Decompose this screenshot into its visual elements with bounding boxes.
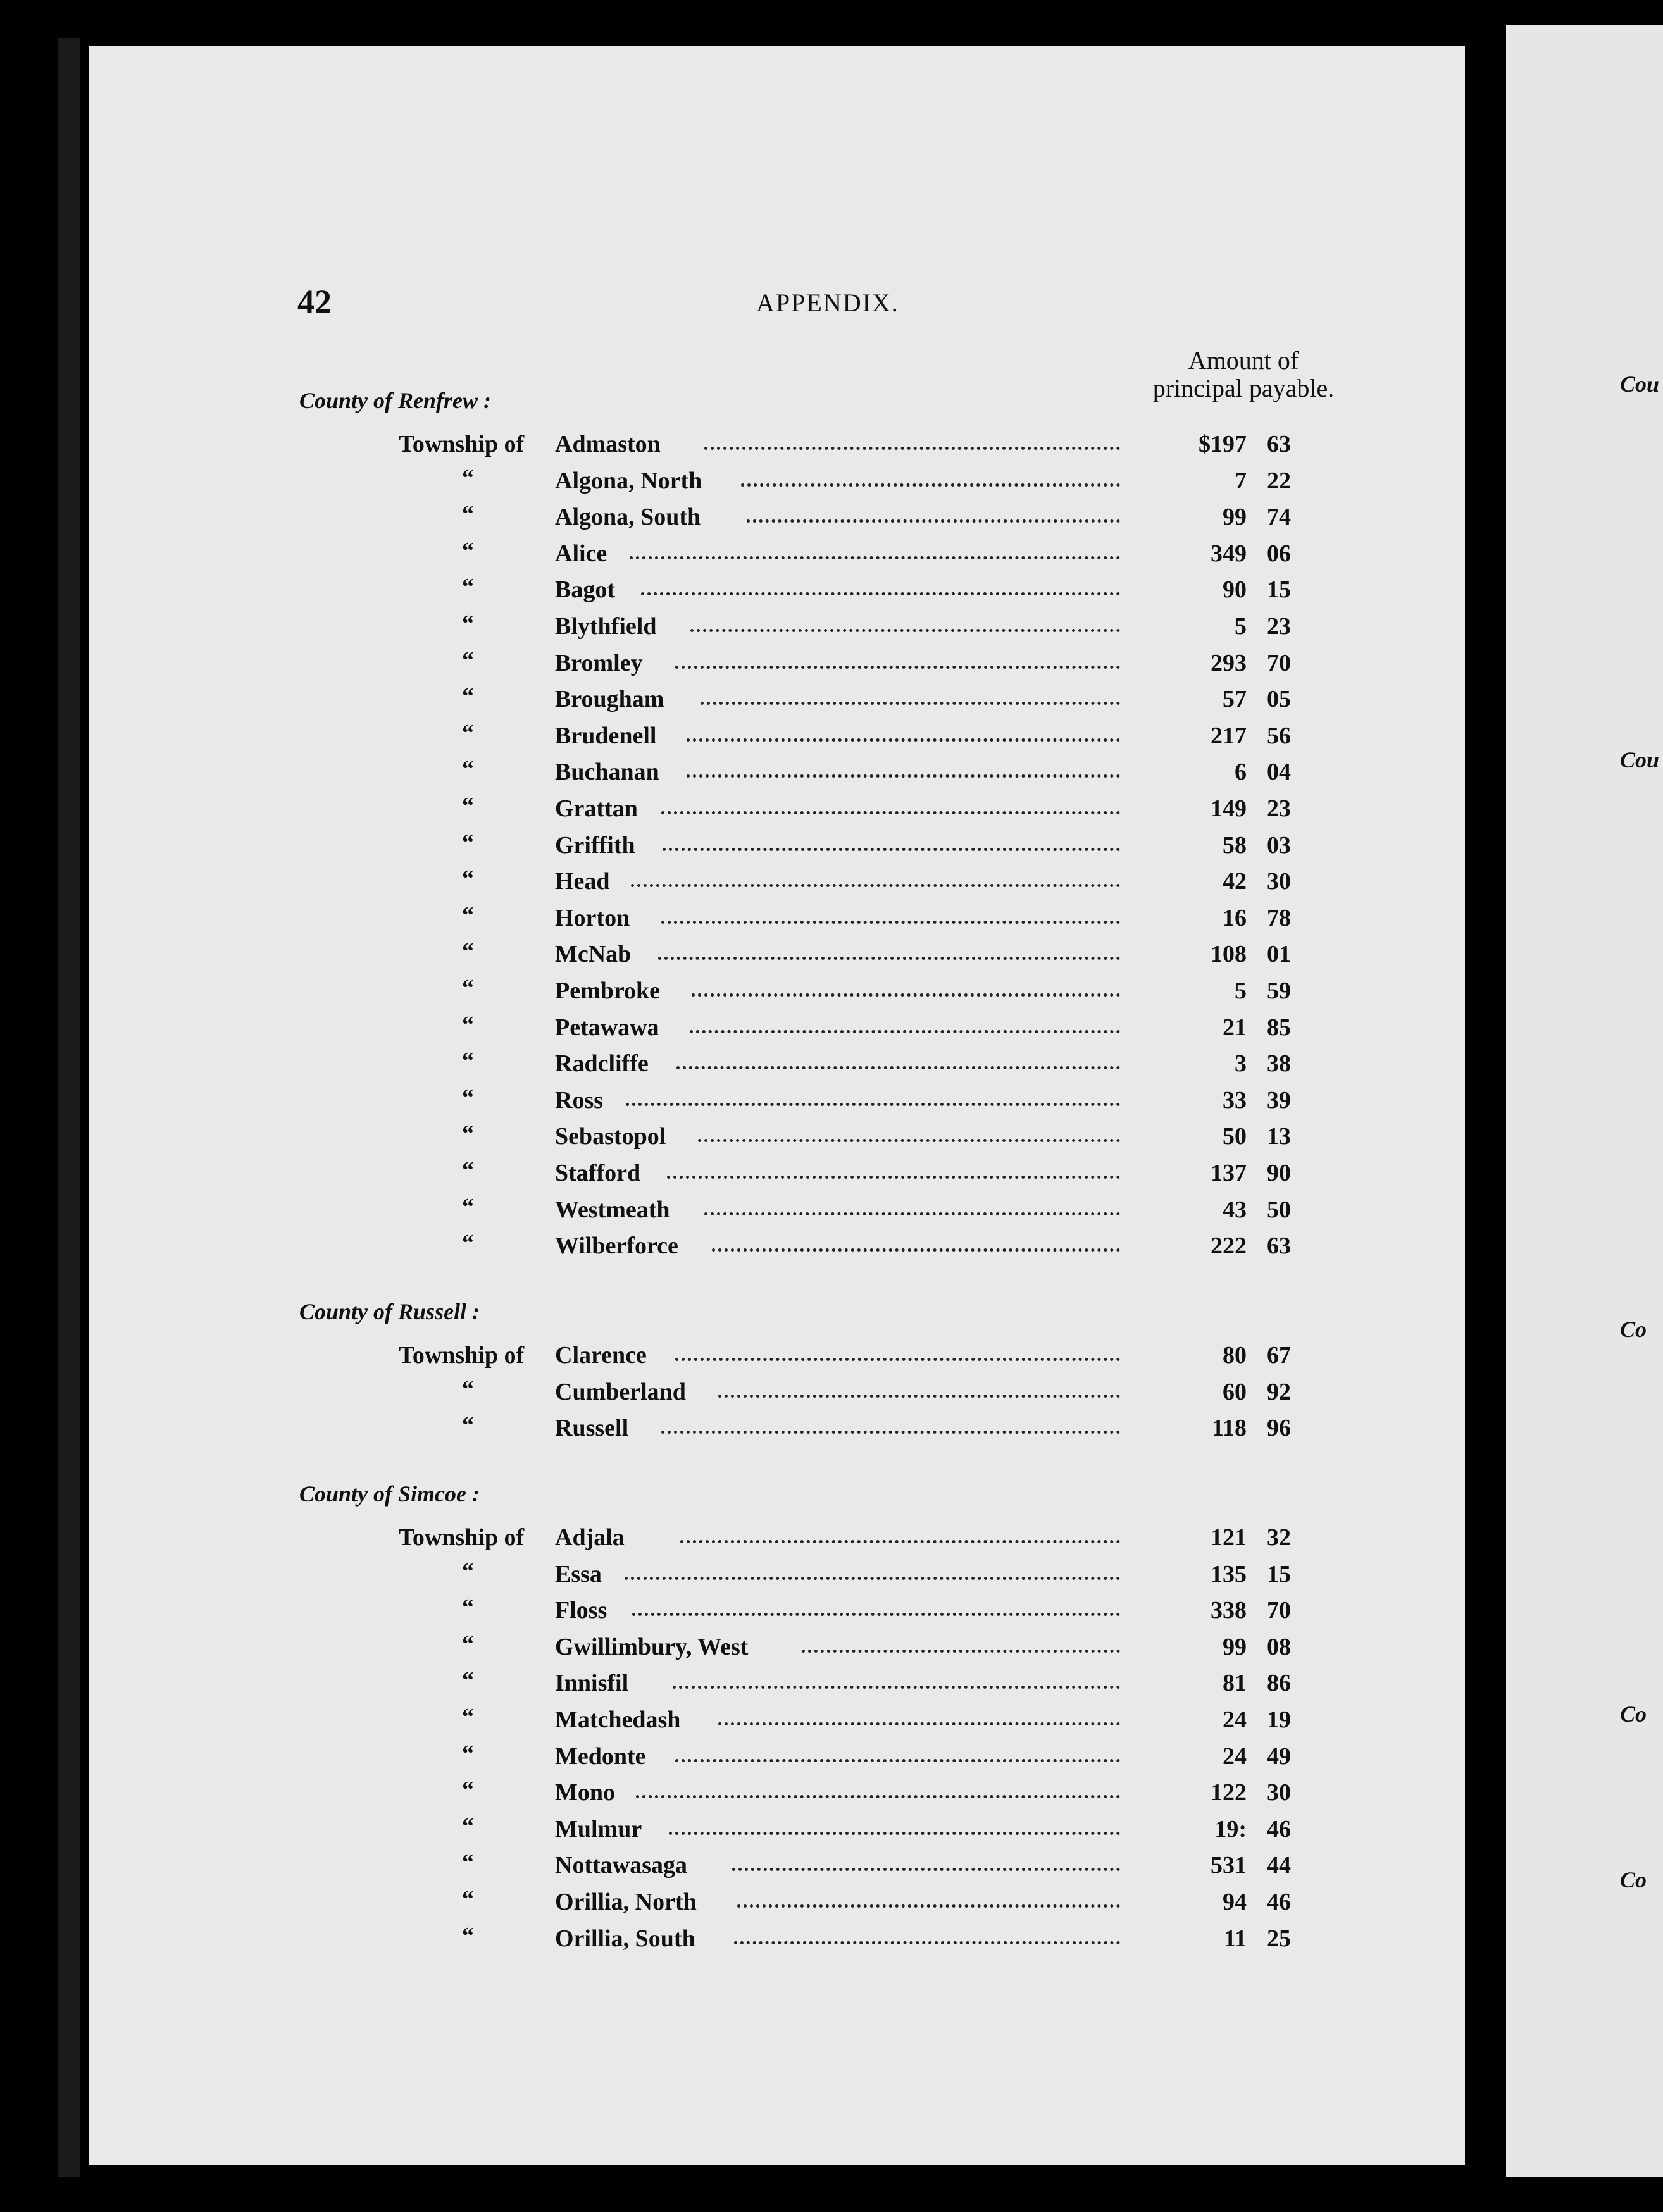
facing-page [1506, 25, 1663, 2177]
amount-payable [1183, 540, 1291, 568]
book-spine [58, 38, 80, 2177]
leader-dots [641, 592, 1120, 595]
facing-page-county-fragment: Co [1620, 1701, 1647, 1727]
amount-dollars: 149 [1211, 795, 1247, 822]
leader-dots [675, 1759, 1120, 1762]
amount-dollars: 217 [1211, 722, 1247, 749]
amount-dollars: 338 [1211, 1597, 1247, 1624]
township-name: Horton [555, 904, 630, 931]
township-name: Cumberland [555, 1378, 686, 1405]
ditto-mark: “ [462, 1048, 474, 1075]
amount-cents: 90 [1267, 1160, 1291, 1186]
amount-payable [1183, 1851, 1291, 1879]
table-row [399, 1341, 1291, 1373]
ditto-mark: “ [462, 1594, 474, 1622]
table-row [399, 1886, 1291, 1920]
ditto-mark: “ [462, 719, 474, 747]
ditto-mark: “ [462, 1667, 474, 1694]
amount-payable [1183, 467, 1291, 495]
amount-cents: 19 [1267, 1706, 1291, 1733]
amount-payable [1183, 1196, 1291, 1224]
ditto-mark: “ [462, 1376, 474, 1403]
ditto-mark: “ [462, 1011, 474, 1038]
township-prefix: Township of [399, 1524, 525, 1551]
township-name: Medonte [555, 1743, 646, 1770]
amount-dollars: 60 [1223, 1378, 1247, 1405]
facing-page-county-fragment: Co [1620, 1867, 1647, 1892]
amount-cents: 15 [1267, 576, 1291, 604]
amount-cents: 04 [1267, 759, 1291, 786]
amount-cents: 25 [1267, 1925, 1291, 1952]
township-name: Floss [555, 1597, 607, 1624]
running-head: APPENDIX. [756, 289, 899, 317]
leader-dots [625, 1577, 1120, 1580]
amount-payable [1183, 904, 1291, 932]
leader-dots [687, 774, 1120, 778]
amount-payable [1183, 1706, 1291, 1734]
township-name: Nottawasaga [555, 1852, 687, 1879]
ditto-mark: “ [462, 866, 474, 893]
amount-cents: 67 [1267, 1342, 1291, 1369]
amount-dollars: 99 [1223, 1633, 1247, 1660]
page-gutter [1466, 0, 1506, 2212]
amount-payable [1183, 1560, 1291, 1588]
ditto-mark: “ [462, 1412, 474, 1439]
amount-cents: 30 [1267, 868, 1291, 895]
ditto-mark: “ [462, 1886, 474, 1913]
amount-payable [1183, 831, 1291, 859]
leader-dots [692, 993, 1120, 997]
township-name: Brougham [555, 686, 664, 713]
table-row [399, 647, 1291, 681]
table-row [399, 1631, 1291, 1665]
ditto-mark: “ [462, 537, 474, 564]
table-row [399, 1048, 1291, 1081]
amount-dollars: 108 [1211, 941, 1247, 968]
amount-dollars: 42 [1223, 868, 1247, 895]
table-row [399, 611, 1291, 644]
table-row [399, 1849, 1291, 1883]
township-name: Matchedash [555, 1706, 681, 1733]
leader-dots [680, 1540, 1120, 1543]
amount-cents: 38 [1267, 1050, 1291, 1078]
ditto-mark: “ [462, 1849, 474, 1877]
amount-payable [1183, 977, 1291, 1005]
amount-payable [1183, 867, 1291, 895]
amount-dollars: 222 [1211, 1233, 1247, 1260]
amount-cents: 44 [1267, 1852, 1291, 1879]
leader-dots [802, 1650, 1120, 1653]
leader-dots [663, 848, 1120, 851]
ditto-mark: “ [462, 829, 474, 856]
township-name: Westmeath [555, 1196, 670, 1223]
table-row [399, 1011, 1291, 1045]
township-name: Russell [555, 1415, 629, 1442]
amount-dollars: 80 [1223, 1342, 1247, 1369]
amount-cents: 63 [1267, 431, 1291, 457]
leader-dots [718, 1722, 1120, 1725]
amount-cents: 46 [1267, 1815, 1291, 1842]
ditto-mark: “ [462, 1157, 474, 1184]
leader-dots [732, 1868, 1120, 1871]
township-name: Petawawa [555, 1014, 659, 1041]
amount-dollars: 121 [1211, 1524, 1247, 1551]
table-row [399, 1157, 1291, 1191]
table-row [399, 756, 1291, 790]
amount-payable [1183, 758, 1291, 786]
amount-payable [1183, 1232, 1291, 1260]
amount-dollars: 94 [1223, 1889, 1247, 1915]
amount-payable [1183, 576, 1291, 604]
amount-cents: 13 [1267, 1123, 1291, 1150]
amount-payable [1183, 503, 1291, 531]
table-row [399, 975, 1291, 1009]
amount-cents: 23 [1267, 613, 1291, 640]
table-row [399, 1193, 1291, 1227]
amount-dollars: $197 [1199, 431, 1247, 457]
leader-dots [669, 1832, 1120, 1835]
township-name: Griffith [555, 831, 635, 859]
amount-cents: 23 [1267, 795, 1291, 822]
amount-dollars: 3 [1235, 1050, 1247, 1078]
amount-cents: 49 [1267, 1743, 1291, 1770]
leader-dots [661, 811, 1120, 814]
township-name: Algona, South [555, 504, 701, 531]
amount-dollars: 16 [1223, 904, 1247, 931]
township-name: Ross [555, 1086, 604, 1114]
amount-payable [1183, 649, 1291, 677]
amount-payable [1183, 430, 1291, 458]
amount-dollars: 11 [1224, 1925, 1247, 1952]
ditto-mark: “ [462, 902, 474, 929]
table-row [399, 1922, 1291, 1956]
township-name: Alice [555, 540, 607, 567]
column-header-line1: Amount of [1188, 346, 1299, 375]
county-heading: County of Simcoe : [299, 1481, 480, 1507]
table-row [399, 1558, 1291, 1592]
leader-dots [631, 884, 1120, 887]
amount-dollars: 135 [1211, 1560, 1247, 1588]
amount-dollars: 99 [1223, 504, 1247, 531]
table-row [399, 1704, 1291, 1737]
amount-cents: 70 [1267, 1597, 1291, 1624]
amount-payable [1183, 1779, 1291, 1806]
township-name: McNab [555, 941, 632, 968]
amount-dollars: 6 [1235, 759, 1247, 786]
ditto-mark: “ [462, 1813, 474, 1840]
ditto-mark: “ [462, 464, 474, 492]
leader-dots [626, 1103, 1120, 1106]
amount-cents: 70 [1267, 649, 1291, 676]
leader-dots [673, 1686, 1120, 1689]
table-row [399, 938, 1291, 972]
amount-dollars: 5 [1235, 613, 1247, 640]
amount-cents: 85 [1267, 1014, 1291, 1041]
ditto-mark: “ [462, 683, 474, 711]
table-row [399, 1084, 1291, 1118]
amount-cents: 39 [1267, 1086, 1291, 1114]
township-name: Orillia, North [555, 1889, 697, 1915]
township-name: Admaston [555, 431, 661, 457]
leader-dots [676, 1066, 1120, 1069]
township-name: Stafford [555, 1160, 641, 1186]
amount-payable [1183, 1524, 1291, 1551]
table-row [399, 793, 1291, 826]
amount-payable [1183, 795, 1291, 823]
table-row [399, 719, 1291, 754]
amount-dollars: 50 [1223, 1123, 1247, 1150]
ditto-mark: “ [462, 938, 474, 966]
table-row [399, 1524, 1291, 1555]
leader-dots [675, 666, 1120, 669]
amount-payable [1183, 612, 1291, 640]
township-name: Innisfil [555, 1670, 629, 1697]
amount-dollars: 137 [1211, 1160, 1247, 1186]
leader-dots [687, 738, 1120, 742]
table-row [399, 1777, 1291, 1810]
table-row [399, 902, 1291, 936]
leader-dots [690, 1030, 1120, 1033]
ditto-mark: “ [462, 1121, 474, 1148]
table-row [399, 464, 1291, 499]
amount-dollars: 58 [1223, 831, 1247, 859]
ditto-mark: “ [462, 756, 474, 783]
amount-dollars: 90 [1223, 576, 1247, 604]
amount-payable [1183, 685, 1291, 713]
amount-cents: 96 [1267, 1415, 1291, 1442]
amount-cents: 06 [1267, 540, 1291, 567]
township-name: Brudenell [555, 722, 657, 749]
facing-page-county-fragment: Cou [1620, 371, 1660, 397]
amount-dollars: 122 [1211, 1779, 1247, 1806]
amount-dollars: 293 [1211, 649, 1247, 676]
amount-dollars: 24 [1223, 1743, 1247, 1770]
ditto-mark: “ [462, 1193, 474, 1221]
amount-payable [1183, 1815, 1291, 1843]
table-row [399, 866, 1291, 899]
table-row [399, 537, 1291, 571]
facing-page-county-fragment: Co [1620, 1317, 1647, 1342]
amount-cents: 15 [1267, 1560, 1291, 1588]
township-name: Grattan [555, 795, 638, 822]
leader-dots [690, 629, 1120, 632]
table-row [399, 574, 1291, 607]
amount-cents: 05 [1267, 686, 1291, 713]
amount-cents: 01 [1267, 941, 1291, 968]
amount-dollars: 43 [1223, 1196, 1247, 1223]
amount-cents: 32 [1267, 1524, 1291, 1551]
township-prefix: Township of [399, 1342, 525, 1369]
amount-dollars: 81 [1223, 1670, 1247, 1697]
leader-dots [701, 702, 1120, 705]
table-row [399, 1121, 1291, 1154]
ditto-mark: “ [462, 1740, 474, 1767]
amount-cents: 59 [1267, 978, 1291, 1004]
amount-payable [1183, 940, 1291, 968]
leader-dots [661, 1431, 1120, 1434]
amount-payable [1183, 1888, 1291, 1916]
township-name: Orillia, South [555, 1925, 695, 1952]
county-heading: County of Russell : [299, 1299, 480, 1324]
township-name: Head [555, 868, 610, 895]
amount-payable [1183, 1925, 1291, 1953]
leader-dots [630, 556, 1120, 559]
township-name: Clarence [555, 1342, 647, 1369]
ditto-mark: “ [462, 1704, 474, 1730]
amount-dollars: 57 [1223, 686, 1247, 713]
amount-cents: 30 [1267, 1779, 1291, 1806]
amount-payable [1183, 1122, 1291, 1150]
amount-payable [1183, 1014, 1291, 1041]
ditto-mark: “ [462, 647, 474, 674]
facing-page-county-fragment: Cou [1620, 747, 1660, 773]
township-name: Bromley [555, 649, 643, 676]
leader-dots [741, 483, 1120, 487]
amount-cents: 03 [1267, 831, 1291, 859]
township-name: Algona, North [555, 467, 702, 494]
township-name: Essa [555, 1560, 602, 1588]
column-header-line2: principal payable. [1152, 374, 1335, 402]
ditto-mark: “ [462, 1922, 474, 1949]
county-heading: County of Renfrew : [299, 388, 492, 413]
amount-cents: 50 [1267, 1196, 1291, 1223]
amount-payable [1183, 1596, 1291, 1624]
amount-payable [1183, 1414, 1291, 1442]
amount-cents: 86 [1267, 1670, 1291, 1697]
amount-dollars: 19: [1214, 1815, 1247, 1842]
leader-dots [737, 1904, 1120, 1908]
leader-dots [734, 1941, 1120, 1944]
table-row [399, 1230, 1291, 1264]
leader-dots [718, 1395, 1120, 1398]
amount-dollars: 7 [1235, 467, 1247, 494]
township-name: Wilberforce [555, 1233, 678, 1260]
township-name: Buchanan [555, 759, 659, 786]
amount-cents: 78 [1267, 904, 1291, 931]
page-number: 42 [297, 283, 332, 321]
amount-dollars: 531 [1211, 1852, 1247, 1879]
table-row [399, 1376, 1291, 1410]
township-name: Gwillimbury, West [555, 1633, 749, 1660]
table-row [399, 1813, 1291, 1847]
leader-dots [636, 1795, 1120, 1798]
amount-payable [1183, 722, 1291, 750]
amount-payable [1183, 1050, 1291, 1078]
amount-payable [1183, 1378, 1291, 1406]
township-name: Mulmur [555, 1815, 642, 1842]
leader-dots [675, 1358, 1120, 1361]
leader-dots [704, 1212, 1120, 1215]
leader-dots [698, 1139, 1120, 1142]
leader-dots [661, 921, 1120, 924]
township-name: Pembroke [555, 978, 661, 1004]
amount-cents: 74 [1267, 504, 1291, 531]
township-name: Radcliffe [555, 1050, 649, 1078]
table-row [399, 1740, 1291, 1774]
ditto-mark: “ [462, 1084, 474, 1111]
township-name: Bagot [555, 576, 615, 604]
amount-cents: 08 [1267, 1633, 1291, 1660]
amount-cents: 63 [1267, 1233, 1291, 1260]
table-row [399, 683, 1291, 717]
amount-cents: 56 [1267, 722, 1291, 749]
ditto-mark: “ [462, 1777, 474, 1804]
amount-cents: 92 [1267, 1378, 1291, 1405]
amount-payable [1183, 1159, 1291, 1187]
township-prefix: Township of [399, 431, 525, 457]
leader-dots [712, 1248, 1120, 1252]
amount-dollars: 33 [1223, 1086, 1247, 1114]
amount-dollars: 349 [1211, 540, 1247, 567]
amount-payable [1183, 1086, 1291, 1114]
leader-dots [747, 519, 1120, 523]
amount-dollars: 5 [1235, 978, 1247, 1004]
table-row [399, 1667, 1291, 1701]
amount-payable [1183, 1341, 1291, 1369]
township-name: Adjala [555, 1524, 625, 1551]
amount-payable [1183, 1633, 1291, 1661]
township-name: Sebastopol [555, 1123, 666, 1150]
table-row [399, 829, 1291, 863]
table-row [399, 1412, 1291, 1446]
ditto-mark: “ [462, 611, 474, 637]
ditto-mark: “ [462, 501, 474, 528]
ditto-mark: “ [462, 975, 474, 1002]
table-row [399, 1594, 1291, 1628]
ditto-mark: “ [462, 574, 474, 601]
leader-dots [704, 447, 1120, 450]
amount-dollars: 21 [1223, 1014, 1247, 1041]
ditto-mark: “ [462, 793, 474, 819]
leader-dots [632, 1613, 1120, 1616]
ditto-mark: “ [462, 1558, 474, 1585]
ditto-mark: “ [462, 1631, 474, 1658]
leader-dots [658, 957, 1120, 960]
ditto-mark: “ [462, 1230, 474, 1257]
township-name: Blythfield [555, 613, 657, 640]
amount-cents: 46 [1267, 1889, 1291, 1915]
amount-payable [1183, 1669, 1291, 1697]
amount-cents: 22 [1267, 467, 1291, 494]
table-row [399, 501, 1291, 535]
table-row [399, 430, 1291, 462]
amount-dollars: 24 [1223, 1706, 1247, 1733]
amount-column-header [1123, 347, 1364, 402]
township-name: Mono [555, 1779, 615, 1806]
amount-dollars: 118 [1212, 1415, 1247, 1442]
amount-payable [1183, 1743, 1291, 1770]
leader-dots [667, 1176, 1120, 1179]
